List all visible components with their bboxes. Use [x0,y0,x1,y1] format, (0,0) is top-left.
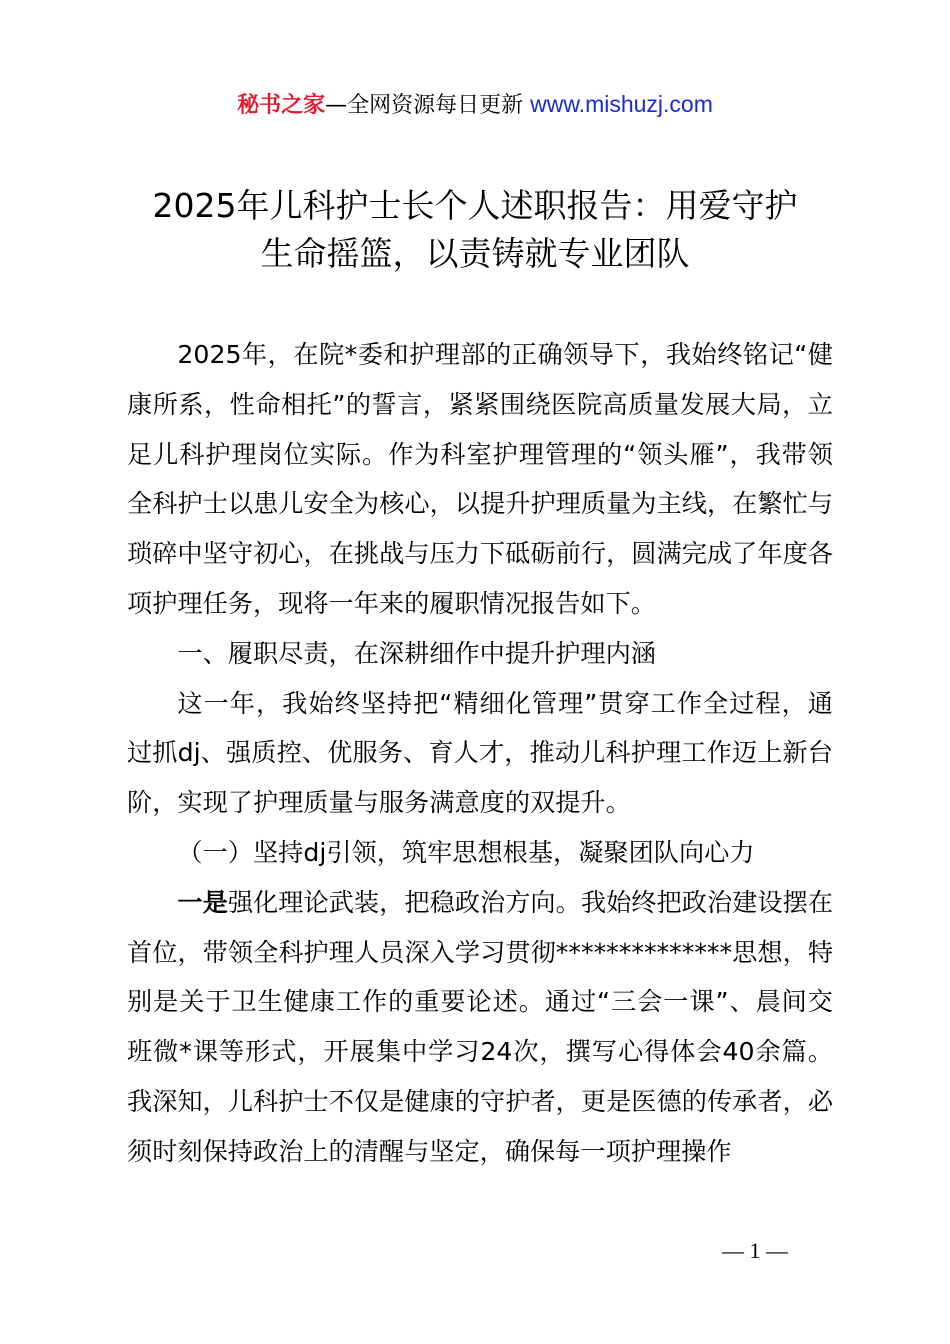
point-1-paragraph [127,878,833,1177]
site-url-link[interactable]: www.mishuzj.com [530,91,713,117]
title-line-1: 2025年儿科护士长个人述职报告：用爱守护 [152,186,798,225]
document-title [100,182,850,278]
intro-paragraph: 2025年，在院*委和护理部的正确领导下，我始终铭记“健康所系，性命相托”的誓言，紧紧围绕医院高质量发展大局，立足儿科护理岗位实际。作为科室护理管理的“领头雁”，我带领全科护士以患儿安全为核心，以提升护理质量为主线，在繁忙与琐碎中坚守初心，在挑战与压力下砥砺前行，圆满完成了年度各项护理任务，现将一年来的履职情况报告如下。 [127,340,833,618]
point-1-text: 强化理论武装，把稳政治方向。我始终把政治建设摆在首位，带领全科护理人员深入学习贯彻**************思想，特别是关于卫生健康工作的重要论述。通过“三会一课”、晨间交班微*课等形式，开展集中学习24次，撰写心得体会40余篇。我深知，儿科护士不仅是健康的守护者，更是医德的传承者，必须时刻保持政治上的清醒与坚定，确保每一项护理操作 [127,887,834,1166]
section-heading-1: 一、履职尽责，在深耕细作中提升护理内涵 [177,638,656,668]
title-line-2: 生命摇篮，以责铸就专业团队 [260,234,690,273]
point-1-lead: 一是 [177,887,228,917]
subsection-heading-1: （一）坚持dj引领，筑牢思想根基，凝聚团队向心力 [177,837,755,867]
site-header [0,88,950,122]
site-tagline: —全网资源每日更新 [325,93,524,118]
document-body [127,330,833,1177]
site-brand: 秘书之家 [237,93,326,118]
section-1-paragraph: 这一年，我始终坚持把“精细化管理”贯穿工作全过程，通过抓dj、强质控、优服务、育人才，推动儿科护理工作迈上新台阶，实现了护理质量与服务满意度的双提升。 [127,688,833,818]
page-number: — 1 — [722,1238,788,1263]
